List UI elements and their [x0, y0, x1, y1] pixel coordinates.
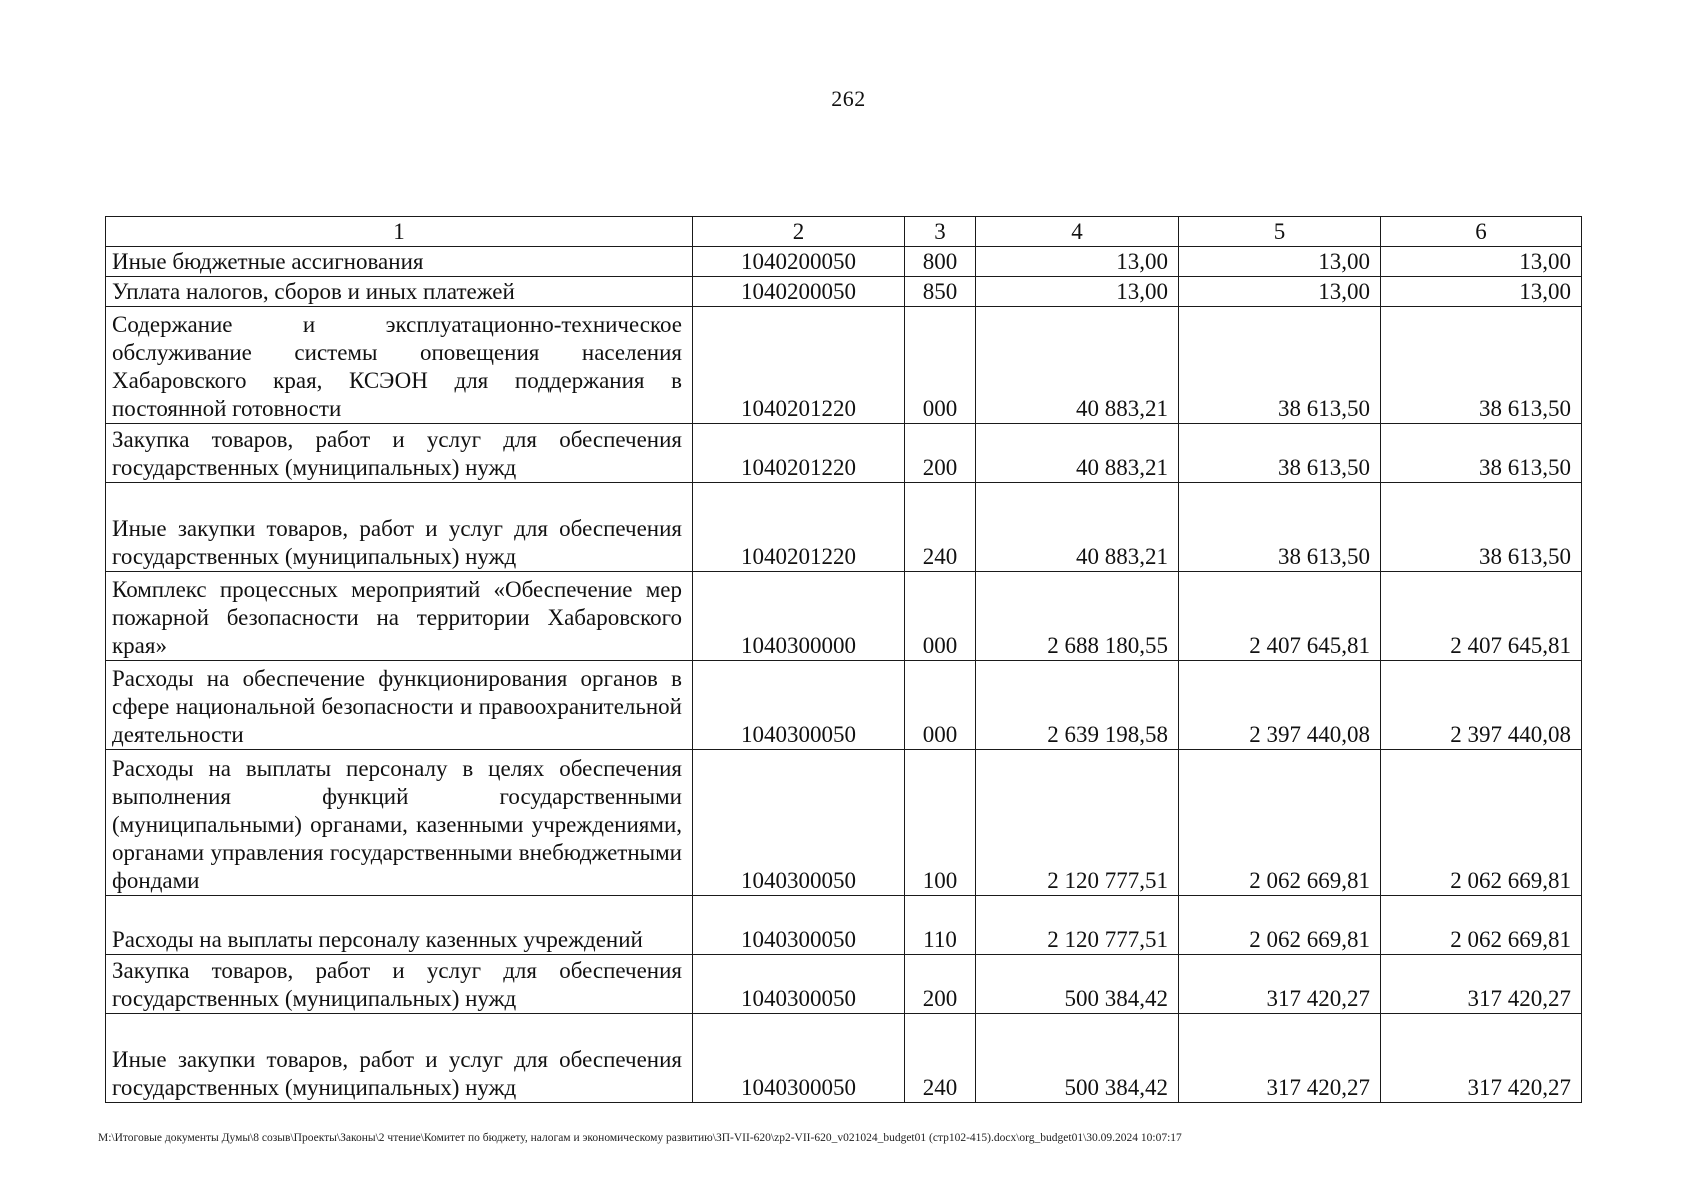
- row-value-2: 2 407 645,81: [1179, 572, 1381, 661]
- row-value-1: 40 883,21: [976, 424, 1179, 483]
- row-value-1: 2 688 180,55: [976, 572, 1179, 661]
- row-value-3: 2 062 669,81: [1381, 896, 1582, 955]
- row-value-2: 2 062 669,81: [1179, 896, 1381, 955]
- row-name: Содержание и эксплуатационно-техническое обслуживание системы оповещения населения Хабаровского края, КСЭОН для поддержания в постоянной готовности: [106, 307, 693, 424]
- table-row: [106, 1014, 1582, 1103]
- table-row: [106, 750, 1582, 896]
- row-code: 1040300050: [693, 896, 905, 955]
- column-header: 4: [976, 217, 1179, 247]
- row-expense-type: 000: [905, 572, 976, 661]
- row-code: 1040201220: [693, 483, 905, 572]
- row-expense-type: 000: [905, 307, 976, 424]
- row-value-1: 40 883,21: [976, 307, 1179, 424]
- row-value-3: 38 613,50: [1381, 483, 1582, 572]
- row-value-2: 38 613,50: [1179, 307, 1381, 424]
- column-header: 3: [905, 217, 976, 247]
- row-value-2: 317 420,27: [1179, 955, 1381, 1014]
- row-code: 1040200050: [693, 277, 905, 307]
- row-expense-type: 850: [905, 277, 976, 307]
- table-row: [106, 896, 1582, 955]
- document-file-path: M:\Итоговые документы Думы\8 созыв\Проекты\Законы\2 чтение\Комитет по бюджету, налогам и экономическому развитию\ЗП-VII-620\zp2-VII-620_v021024_budget01 (стр102-415).docx\org_budget01\30.09.2024 10:07:17: [98, 1132, 1182, 1144]
- row-code: 1040300000: [693, 572, 905, 661]
- table-row: [106, 955, 1582, 1014]
- row-value-3: 2 062 669,81: [1381, 750, 1582, 896]
- row-name: Расходы на выплаты персоналу казенных учреждений: [106, 896, 693, 955]
- row-expense-type: 200: [905, 955, 976, 1014]
- row-value-3: 317 420,27: [1381, 955, 1582, 1014]
- row-value-2: 317 420,27: [1179, 1014, 1381, 1103]
- row-name: Расходы на выплаты персоналу в целях обеспечения выполнения функций государственными (муниципальными) органами, казенными учреждениями, органами управления государственными внебюджетными фондами: [106, 750, 693, 896]
- row-value-3: 13,00: [1381, 247, 1582, 277]
- row-value-1: 500 384,42: [976, 1014, 1179, 1103]
- row-value-2: 38 613,50: [1179, 424, 1381, 483]
- budget-table: [105, 216, 1582, 1103]
- column-header: 2: [693, 217, 905, 247]
- row-expense-type: 110: [905, 896, 976, 955]
- row-value-1: 500 384,42: [976, 955, 1179, 1014]
- row-name: Иные закупки товаров, работ и услуг для обеспечения государственных (муниципальных) нужд: [106, 483, 693, 572]
- table-row: [106, 307, 1582, 424]
- row-value-3: 13,00: [1381, 277, 1582, 307]
- row-value-3: 2 397 440,08: [1381, 661, 1582, 750]
- row-value-3: 2 407 645,81: [1381, 572, 1582, 661]
- row-name: Закупка товаров, работ и услуг для обеспечения государственных (муниципальных) нужд: [106, 424, 693, 483]
- row-value-2: 13,00: [1179, 247, 1381, 277]
- row-code: 1040300050: [693, 1014, 905, 1103]
- row-expense-type: 800: [905, 247, 976, 277]
- row-expense-type: 000: [905, 661, 976, 750]
- row-value-2: 2 397 440,08: [1179, 661, 1381, 750]
- row-name: Закупка товаров, работ и услуг для обеспечения государственных (муниципальных) нужд: [106, 955, 693, 1014]
- table-row: [106, 424, 1582, 483]
- row-code: 1040300050: [693, 661, 905, 750]
- page-number: 262: [831, 86, 866, 111]
- row-value-1: 13,00: [976, 277, 1179, 307]
- row-name: Комплекс процессных мероприятий «Обеспечение мер пожарной безопасности на территории Хабаровского края»: [106, 572, 693, 661]
- table-row: [106, 483, 1582, 572]
- table-row: [106, 572, 1582, 661]
- table-row: [106, 247, 1582, 277]
- column-header: 6: [1381, 217, 1582, 247]
- row-value-2: 38 613,50: [1179, 483, 1381, 572]
- row-name: Иные закупки товаров, работ и услуг для обеспечения государственных (муниципальных) нужд: [106, 1014, 693, 1103]
- row-code: 1040300050: [693, 750, 905, 896]
- row-code: 1040200050: [693, 247, 905, 277]
- row-code: 1040201220: [693, 307, 905, 424]
- table-header-row: [106, 217, 1582, 247]
- row-expense-type: 200: [905, 424, 976, 483]
- row-value-1: 2 120 777,51: [976, 750, 1179, 896]
- row-name: Иные бюджетные ассигнования: [106, 247, 693, 277]
- column-header: 1: [106, 217, 693, 247]
- row-value-1: 40 883,21: [976, 483, 1179, 572]
- row-expense-type: 240: [905, 483, 976, 572]
- row-value-2: 13,00: [1179, 277, 1381, 307]
- table-row: [106, 277, 1582, 307]
- row-value-3: 317 420,27: [1381, 1014, 1582, 1103]
- row-value-1: 2 120 777,51: [976, 896, 1179, 955]
- row-name: Уплата налогов, сборов и иных платежей: [106, 277, 693, 307]
- row-code: 1040201220: [693, 424, 905, 483]
- row-expense-type: 100: [905, 750, 976, 896]
- row-value-1: 13,00: [976, 247, 1179, 277]
- column-header: 5: [1179, 217, 1381, 247]
- row-value-2: 2 062 669,81: [1179, 750, 1381, 896]
- row-value-1: 2 639 198,58: [976, 661, 1179, 750]
- row-name: Расходы на обеспечение функционирования органов в сфере национальной безопасности и правоохранительной деятельности: [106, 661, 693, 750]
- row-value-3: 38 613,50: [1381, 307, 1582, 424]
- row-code: 1040300050: [693, 955, 905, 1014]
- row-value-3: 38 613,50: [1381, 424, 1582, 483]
- table-row: [106, 661, 1582, 750]
- row-expense-type: 240: [905, 1014, 976, 1103]
